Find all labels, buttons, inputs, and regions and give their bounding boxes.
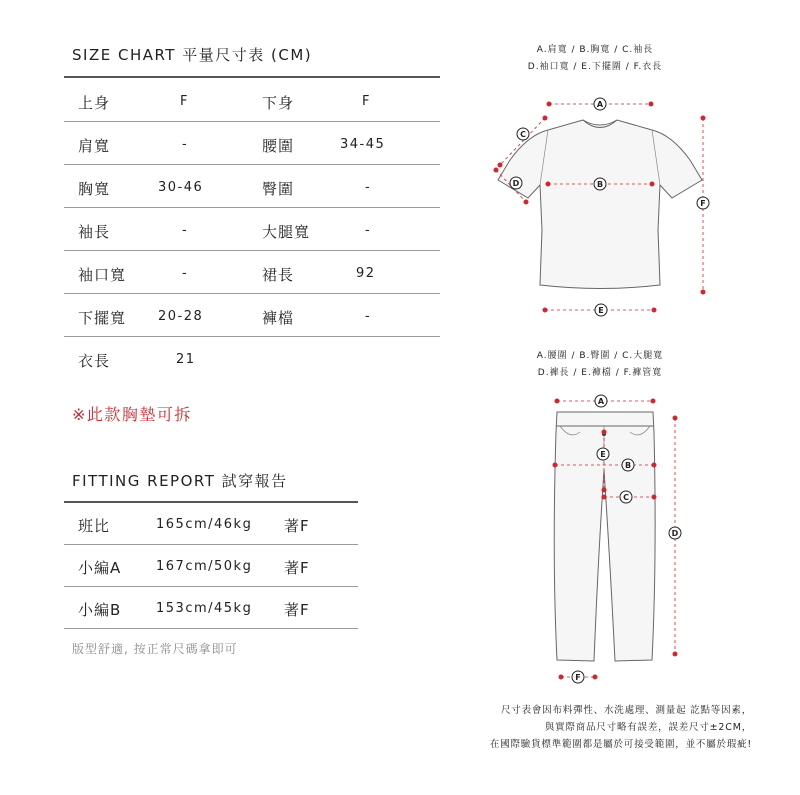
bottom-label: 褲檔 <box>262 309 295 327</box>
badge-b: B <box>596 180 604 189</box>
top-value: - <box>182 137 189 152</box>
top-label: 上身 <box>78 94 111 112</box>
bottom-label: 大腿寬 <box>262 223 311 241</box>
bottom-value: F <box>362 94 371 109</box>
top-value: - <box>182 266 189 281</box>
badge-f: F <box>700 199 706 208</box>
top-label: 衣長 <box>78 352 111 370</box>
top-label: 下擺寬 <box>78 309 127 327</box>
badge-e: E <box>600 450 606 459</box>
disclaimer-line-1: 尺寸表會因布料彈性、水洗處理、測量起 訖點等因素， <box>500 705 752 716</box>
t-shirt-diagram <box>498 120 702 289</box>
fitting-size: 著F <box>284 559 310 577</box>
bottom-value: - <box>365 223 372 238</box>
size-chart-title: SIZE CHART 平量尺寸表 (CM) <box>72 46 313 64</box>
bottom-label: 下身 <box>262 94 295 112</box>
bottom-label: 臀圍 <box>262 180 295 198</box>
fit-comment: 版型舒適, 按正常尺碼拿即可 <box>72 642 238 656</box>
t-shirt-outline <box>498 120 702 289</box>
pants-legend-line-1: A.腰圍 / B.臀圍 / C.大腿寬 <box>536 351 664 361</box>
fitting-stats: 167cm/50kg <box>156 559 253 574</box>
fitting-name: 班比 <box>78 517 111 535</box>
fitting-stats: 153cm/45kg <box>156 601 253 616</box>
disclaimer-line-2: 與實際商品尺寸略有誤差，誤差尺寸±2CM， <box>544 722 752 733</box>
bottom-label: 腰圍 <box>262 137 295 155</box>
top-value: 20-28 <box>158 309 204 324</box>
fitting-size: 著F <box>284 601 310 619</box>
badge-e: E <box>598 306 604 315</box>
top-label: 胸寬 <box>78 180 111 198</box>
badge-c: C <box>623 493 629 502</box>
badge-c: C <box>520 130 526 139</box>
badge-a: A <box>596 100 604 109</box>
fitting-name: 小編B <box>78 601 122 619</box>
bottom-value: 92 <box>356 266 376 281</box>
badge-d: D <box>671 529 679 538</box>
fitting-stats: 165cm/46kg <box>156 517 253 532</box>
top-label: 袖長 <box>78 223 111 241</box>
badge-b: B <box>624 461 632 470</box>
bottom-value: 34-45 <box>340 137 386 152</box>
top-value: - <box>182 223 189 238</box>
top-value: F <box>180 94 189 109</box>
badge-d: D <box>512 179 520 188</box>
fitting-size: 著F <box>284 517 310 535</box>
pants-legend-line-2: D.褲長 / E.褲檔 / F.褲管寬 <box>537 368 663 378</box>
bottom-value: - <box>365 309 372 324</box>
fitting-report-title: FITTING REPORT 試穿報告 <box>72 472 288 490</box>
top-value: 21 <box>176 352 196 367</box>
top-value: 30-46 <box>158 180 204 195</box>
measurement-disclaimer <box>490 702 752 753</box>
pad-removable-note: ※此款胸墊可拆 <box>72 405 192 424</box>
bottom-value: - <box>365 180 372 195</box>
top-label: 袖口寬 <box>78 266 127 284</box>
bottom-label: 裙長 <box>262 266 295 284</box>
shirt-legend-line-2: D.袖口寬 / E.下擺圍 / F.衣長 <box>527 62 663 72</box>
top-label: 肩寬 <box>78 137 111 155</box>
fitting-name: 小編A <box>78 559 122 577</box>
disclaimer-line-3: 在國際驗貨標準範圍都是屬於可接受範圍，並不屬於瑕疵! <box>489 739 752 750</box>
badge-a: A <box>597 397 605 406</box>
shirt-legend-line-1: A.肩寬 / B.胸寬 / C.袖長 <box>536 45 654 55</box>
badge-f: F <box>575 673 581 682</box>
